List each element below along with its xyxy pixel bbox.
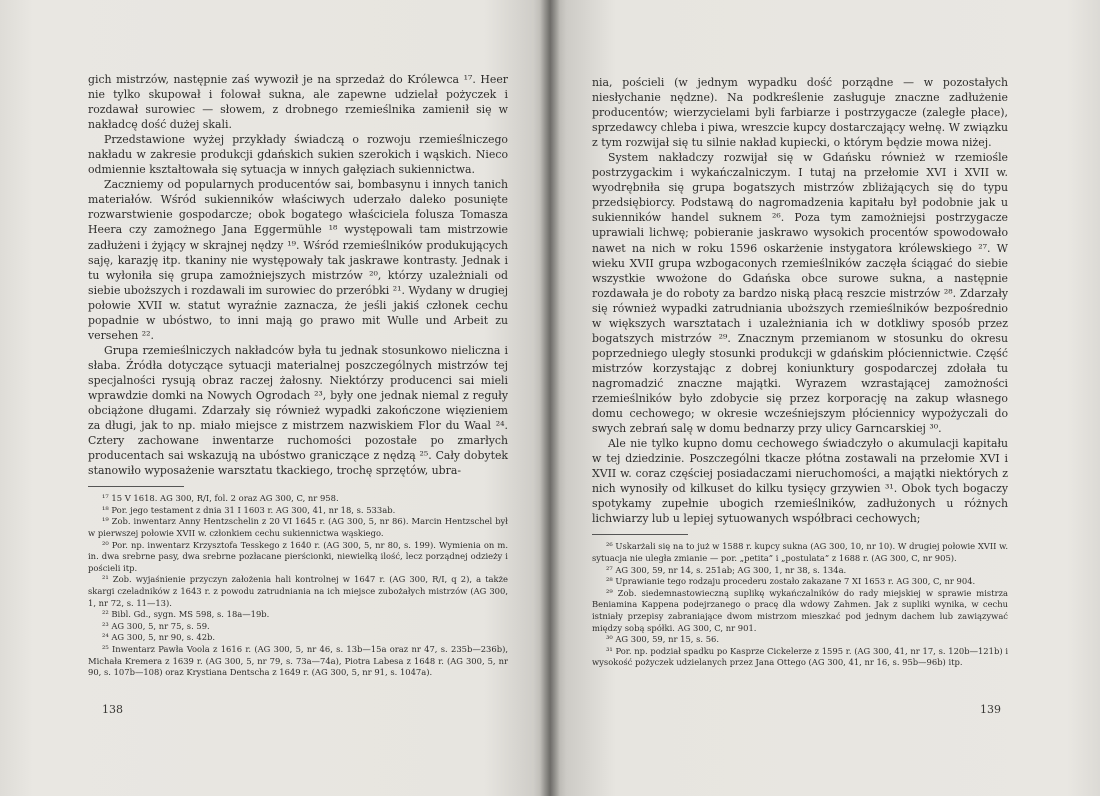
footnote: ²⁴ AG 300, 5, nr 90, s. 42b. (102, 632, 216, 643)
footnote: ²⁹ Zob. siedemnastowieczną suplikę wykańczalników do rady miejskiej w sprawie mistrza Beniamina Kappena podejrzanego o pracę dla wdowy Zahmen. Jak z supliki wynika, w cechu istniały przepisy zabraniające dwom mistrzom mieszkać pod jednym dachem lub zawiązywać między sobą spółki. AG 300, C, nr 901. (592, 587, 1008, 633)
body-paragraph: Grupa rzemieślniczych nakładców była tu jednak stosunkowo nieliczna i słaba. Źródła dotyczące sytuacji materialnej poszczególnych mistrzów tej specjalności rysują obraz raczej żałosny. Niektórzy producenci sai mieli wprawdzie domki na Nowych Ogrodach ²³, były one jednak niemal z reguły obciążone długami. Zdarzały się również wypadki zakończone więzieniem za długi, jak to np. miało miejsce z mistrzem nazwiskiem Flor du Waal ²⁴. Cztery zachowane inwentarze ruchomości pozostałe po zmarłych producentach sai wskazują na ubóstwo graniczące z nędzą ²⁵. Cały dobytek stanowiło wyposażenie warsztatu tkackiego, trochę sprzętów, ubra- (88, 343, 508, 478)
footnote: ¹⁹ Zob. inwentarz Anny Hentzschelin z 20 VI 1645 r. (AG 300, 5, nr 86). Marcin Hentzschel był w pierwszej połowie XVII w. członkiem cechu sukiennictwa wąskiego. (88, 516, 508, 539)
footnote: ²³ AG 300, 5, nr 75, s. 59. (102, 620, 210, 631)
right-body-text (592, 75, 1008, 526)
footnote: ³⁰ AG 300, 59, nr 15, s. 56. (606, 634, 720, 645)
left-body-text (88, 72, 508, 478)
left-page-number: 138 (102, 703, 123, 716)
body-paragraph: Ale nie tylko kupno domu cechowego świadczyło o akumulacji kapitału w tej dziedzinie. Poszczególni tkacze płótna zostawali na przełomie XVI i XVII w. coraz częściej posiadaczami nieruchomości, a majątki niektórych z nich wynosiły od kilkuset do kilku tysięcy grzywien ³¹. Obok tych bogaczy spotykamy zupełnie ubogich rzemieślników, zadłużonych u różnych lichwiarzy lub u lepiej sytuowanych współbraci cechowych; (592, 437, 1008, 526)
footnote: ³¹ Por. np. podział spadku po Kasprze Cickelerze z 1595 r. (AG 300, 41, nr 17, s. 120b—121b) i wysokość pożyczek udzielanych przez Jana Ottego (AG 300, 41, nr 16, s. 95b—96b) itp. (592, 645, 1008, 668)
footnote: ²² Bibl. Gd., sygn. MS 598, s. 18a—19b. (102, 609, 270, 620)
left-text-block (88, 72, 508, 679)
footnote: ²⁰ Por. np. inwentarz Krzysztofa Tesskego z 1640 r. (AG 300, 5, nr 80, s. 199). Wymienia on m. in. dwa srebrne pasy, dwa srebrne pozłacane pierścionki, niewielką ilość, lecz porządnej odzieży i pościeli itp. (88, 539, 508, 573)
body-paragraph: Przedstawione wyżej przykłady świadczą o rozwoju rzemieślniczego nakładu w zakresie produkcji gdańskich sukien szerokich i wąskich. Nieco odmiennie kształtowała się sytuacja w innych gałęziach sukiennictwa. (88, 133, 508, 177)
footnote: ¹⁸ Por. jego testament z dnia 31 I 1603 r. AG 300, 41, nr 18, s. 533ab. (102, 504, 396, 515)
footnote: ²¹ Zob. wyjaśnienie przyczyn założenia hali kontrolnej w 1647 r. (AG 300, R/I, q 2), a także skargi czeladników z 1643 r. z powodu zatrudniania na ich miejsce zubożałych mistrzów (AG 300, 1, nr 72, s. 11—13). (88, 574, 508, 608)
right-footnote-rule (592, 534, 688, 535)
footnote: ¹⁷ 15 V 1618. AG 300, R/I, fol. 2 oraz AG 300, C, nr 958. (102, 493, 339, 504)
right-footnotes (592, 541, 1008, 669)
right-text-block (592, 75, 1008, 669)
left-footnotes (88, 493, 508, 679)
body-paragraph: gich mistrzów, następnie zaś wywoził je na sprzedaż do Królewca ¹⁷. Heer nie tylko skupował i folował sukna, ale zapewne udzielał pożyczek i rozdawał surowiec — słowem, z drobnego rzemieślnika zamienił się w nakładcę dość dużej skali. (88, 73, 508, 132)
footnote: ²⁸ Uprawianie tego rodzaju procederu zostało zakazane 7 XI 1653 r. AG 300, C, nr 904. (606, 576, 976, 587)
body-paragraph: nia, pościeli (w jednym wypadku dość porządne — w pozostałych niesłychanie nędzne). Na podkreślenie zasługuje znaczne zadłużenie producentów; wierzycielami byli farbiarze i postrzygacze (zaległe płace), sprzedawcy chleba i piwa, wreszcie kupcy dostarczający wełnę. W związku z tym rozwijał się tu silnie nakład kupiecki, o którym będzie mowa niżej. (592, 76, 1008, 150)
right-page-number: 139 (980, 703, 1001, 716)
right-page (550, 0, 1100, 796)
body-paragraph: System nakładczy rozwijał się w Gdańsku również w rzemiośle postrzygackim i wykańczalniczym. I tutaj na przełomie XVI i XVII w. wyodrębniła się grupa bogatszych mistrzów zbliżających się do typu przedsiębiorcy. Podstawą do nagromadzenia kapitału był podobnie jak u sukienników handel suknem ²⁶. Poza tym zamożniejsi postrzygacze uprawiali lichwę; pobieranie jaskrawo wysokich procentów spowodowało nawet na nich w roku 1596 oskarżenie instygatora królewskiego ²⁷. W wieku XVII grupa wzbogaconych rzemieślników zaczęła ściągać do siebie wszystkie wwożone do Gdańska obce surowe sukna, a następnie rozdawała je do roboty za bardzo niską płacą reszcie mistrzów ²⁸. Zdarzały się również wypadki zatrudniania uboższych rzemieślników bezpośrednio w większych warsztatach i uzależniania ich w dotkliwy sposób przez bogatszych mistrzów ²⁹. Znacznym przemianom w stosunku do okresu poprzedniego uległy stosunki produkcji w gdańskim płóciennictwie. Część mistrzów korzystając z dobrej koniunktury gospodarczej zdołała tu nagromadzić znaczne majątki. Wyrazem wzrastającej zamożności rzemieślników było zdobycie się przez korporację na zakup własnego domu cechowego; w okresie wcześniejszym płóciennicy wypożyczali do swych zebrań salę w domu bednarzy przy ulicy Garncarskiej ³⁰. (592, 151, 1008, 436)
footnote: ²⁶ Uskarżali się na to już w 1588 r. kupcy sukna (AG 300, 10, nr 10). W drugiej połowie XVII w. sytuacja nie uległa zmianie — por. „petita” i „postulata” z 1688 r. (AG 300, C, nr 905). (592, 541, 1008, 563)
footnote: ²⁷ AG 300, 59, nr 14, s. 251ab; AG 300, 1, nr 38, s. 134a. (606, 564, 847, 575)
footnote: ²⁵ Inwentarz Pawła Voola z 1616 r. (AG 300, 5, nr 46, s. 13b—15a oraz nr 47, s. 235b—236b), Michała Kremera z 1639 r. (AG 300, 5, nr 79, s. 73a—74a), Piotra Labesa z 1648 r. (AG 300, 5, nr 90, s. 107b—108) oraz Krystiana Dentscha z 1649 r. (AG 300, 5, nr 91, s. 1047a). (88, 643, 508, 678)
body-paragraph: Zaczniemy od popularnych producentów sai, bombasynu i innych tanich materiałów. Wśród sukienników właściwych uderzało daleko posunięte rozwarstwienie gospodarcze; obok bogatego właściciela folusza Tomasza Heera czy zamożnego Jana Eggermühle ¹⁸ występowali tam mistrzowie zadłużeni i żyjący w skrajnej nędzy ¹⁹. Wśród rzemieślników produkujących saję, karazję itp. tkaniny nie występowały tak jaskrawe kontrasty. Jednak i tu wyłoniła się grupa zamożniejszych mistrzów ²⁰, którzy uzależniali od siebie uboższych i rozdawali im surowiec do przeróbki ²¹. Wydany w drugiej połowie XVII w. statut wyraźnie zaznacza, że jeśli jakiś członek cechu popadnie w ubóstwo, to inni mają go prawo mit Wulle und Arbeit zu versehen ²². (88, 178, 508, 342)
left-footnote-rule (88, 486, 184, 487)
